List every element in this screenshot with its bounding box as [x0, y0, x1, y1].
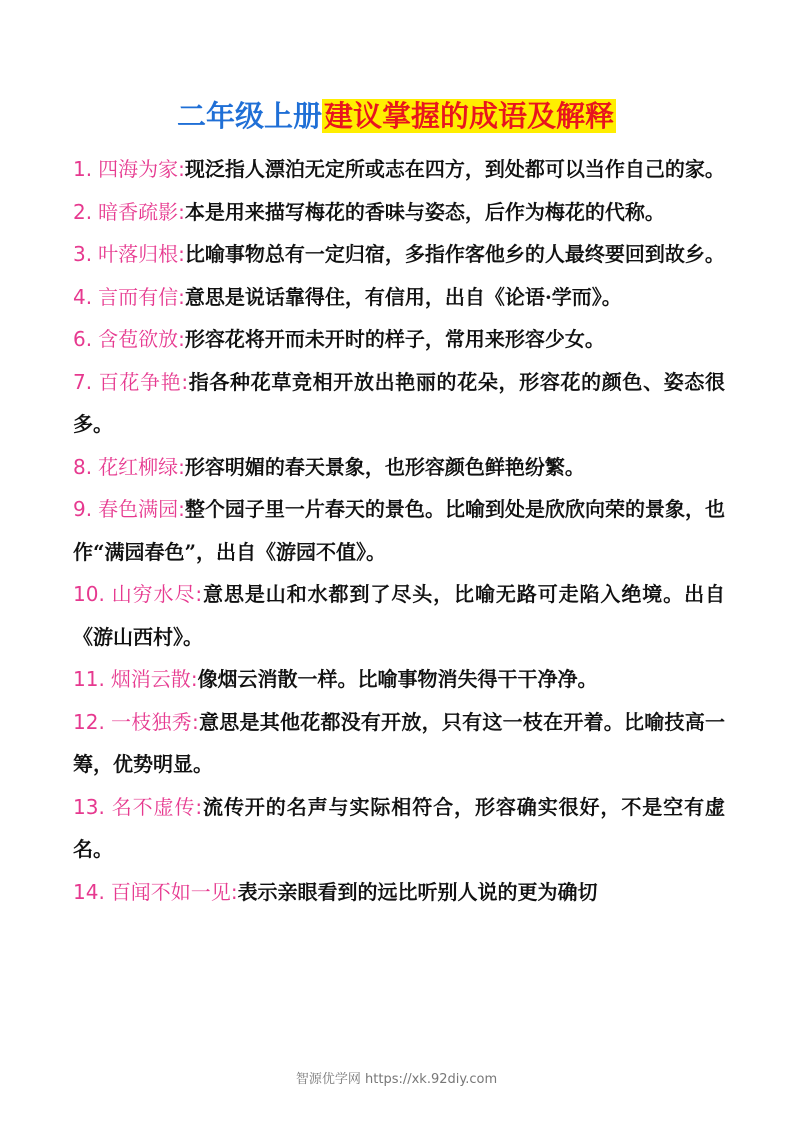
entry-meaning: 本是用来描写梅花的香味与姿态，后作为梅花的代称。	[184, 199, 665, 224]
entry-meaning: 像烟云消散一样。比喻事物消失得干干净净。	[197, 667, 598, 691]
entry-colon: :	[178, 284, 185, 309]
entry-meaning: 意思是说话靠得住，有信用，出自《论语·学而》。	[184, 284, 622, 309]
idiom-entry	[73, 488, 725, 573]
title-grade: 二年级上册	[176, 99, 322, 133]
entry-colon: :	[178, 199, 185, 224]
idiom-entry	[73, 361, 725, 446]
idiom-entry	[73, 276, 725, 319]
page-title	[0, 96, 793, 136]
idiom-entry	[73, 701, 725, 786]
entry-number: 8.	[73, 454, 93, 479]
entry-idiom: 百花争艳	[98, 369, 182, 394]
entry-number: 1.	[73, 157, 93, 181]
entry-colon: :	[178, 454, 185, 479]
entry-meaning: 意思是其他花都没有开放，只有这一枝在开着。比喻技高一筹，优势明显。	[73, 709, 726, 776]
entry-number: 14.	[73, 879, 105, 904]
entry-idiom: 春色满园	[98, 497, 179, 521]
entry-colon: :	[192, 709, 199, 734]
entry-number: 2.	[73, 199, 93, 224]
entry-idiom: 名不虚传	[110, 794, 196, 819]
entry-number: 11.	[73, 667, 105, 691]
entry-number: 13.	[73, 794, 105, 819]
entry-number: 9.	[73, 497, 93, 521]
watermark-footer: 智源优学网 https://xk.92diy.com	[295, 1072, 498, 1087]
idiom-entry	[73, 658, 725, 701]
entry-colon: :	[195, 794, 203, 819]
entry-meaning: 形容明媚的春天景象，也形容颜色鲜艳纷繁。	[184, 454, 585, 479]
entry-number: 10.	[73, 582, 105, 606]
idiom-entry	[73, 446, 725, 489]
entry-number: 7.	[73, 369, 93, 394]
entry-idiom: 暗香疏影	[98, 199, 179, 224]
idiom-entry	[73, 191, 725, 234]
entry-colon: :	[178, 157, 185, 181]
entry-meaning: 流传开的名声与实际相符合，形容确实很好，不是空有虚名。	[73, 794, 726, 861]
entry-idiom: 百闻不如一见	[110, 879, 231, 904]
idiom-entry	[73, 233, 725, 276]
entry-colon: :	[195, 582, 203, 606]
title-highlight: 建议掌握的成语及解释	[324, 99, 615, 133]
entry-meaning: 整个园子里一片春天的景色。比喻到处是欣欣向荣的景象，也作“满园春色”，出自《游园不值》。	[73, 497, 726, 564]
entry-colon: :	[181, 369, 189, 394]
entry-number: 3.	[73, 242, 93, 266]
idiom-entry	[73, 871, 725, 914]
entry-colon: :	[230, 879, 238, 904]
entry-idiom: 含苞欲放	[98, 327, 179, 351]
entry-idiom: 烟消云散	[110, 667, 191, 691]
entry-meaning: 指各种花草竞相开放出艳丽的花朵，形容花的颜色、姿态很多。	[73, 369, 726, 436]
entry-idiom: 叶落归根	[98, 242, 179, 266]
entry-meaning: 表示亲眼看到的远比听别人说的更为确切	[237, 879, 598, 904]
entry-colon: :	[178, 497, 185, 521]
entry-number: 12.	[73, 709, 105, 734]
entry-idiom: 四海为家	[98, 157, 179, 181]
entry-idiom: 山穷水尽	[110, 582, 196, 606]
entry-colon: :	[190, 667, 198, 691]
idiom-list	[73, 148, 725, 913]
entry-meaning: 比喻事物总有一定归宿，多指作客他乡的人最终要回到故乡。	[184, 242, 725, 266]
entry-number: 6.	[73, 327, 93, 351]
entry-idiom: 花红柳绿	[98, 454, 179, 479]
idiom-entry	[73, 573, 725, 658]
entry-meaning: 形容花将开而未开时的样子，常用来形容少女。	[184, 327, 605, 351]
entry-colon: :	[178, 242, 185, 266]
idiom-entry	[73, 318, 725, 361]
entry-idiom: 一枝独秀	[110, 709, 193, 734]
entry-meaning: 意思是山和水都到了尽头，比喻无路可走陷入绝境。出自《游山西村》。	[73, 582, 726, 649]
idiom-entry	[73, 148, 725, 191]
entry-meaning: 现泛指人漂泊无定所或志在四方，到处都可以当作自己的家。	[184, 157, 725, 181]
entry-number: 4.	[73, 284, 93, 309]
entry-idiom: 言而有信	[98, 284, 179, 309]
entry-colon: :	[178, 327, 185, 351]
idiom-entry	[73, 786, 725, 871]
